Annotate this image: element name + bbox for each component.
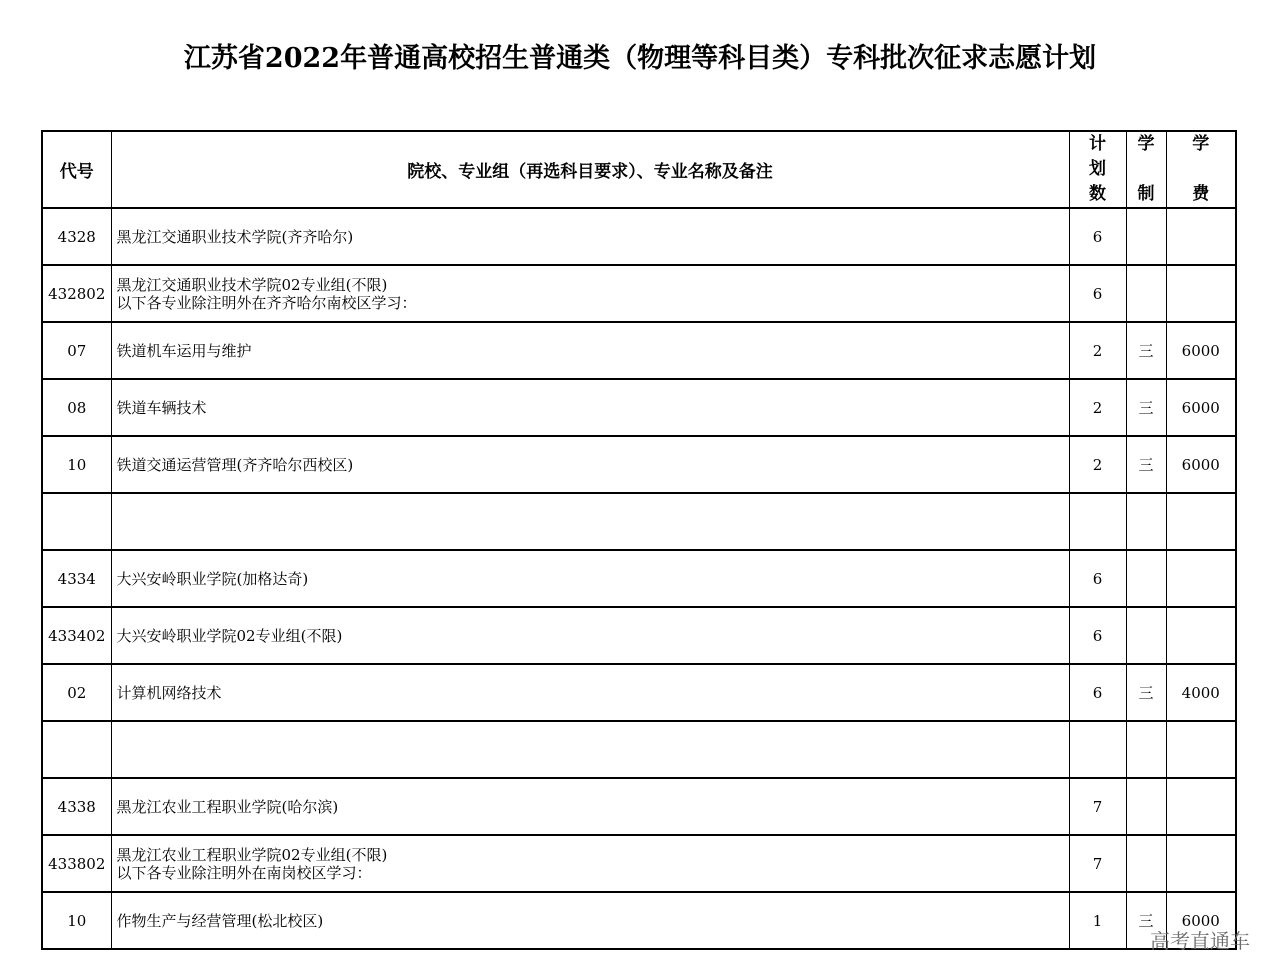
table-row — [42, 379, 1236, 436]
cell-years — [1126, 607, 1166, 664]
table-header-row — [42, 131, 1236, 208]
cell-fee — [1166, 721, 1236, 778]
cell-name — [111, 778, 1069, 835]
header-name: 院校、专业组（再选科目要求）、专业名称及备注 — [111, 131, 1069, 208]
cell-plan: 6 — [1069, 664, 1126, 721]
cell-fee — [1166, 835, 1236, 892]
cell-code: 10 — [42, 892, 111, 949]
cell-plan: 6 — [1069, 550, 1126, 607]
cell-name — [111, 550, 1069, 607]
cell-plan: 7 — [1069, 835, 1126, 892]
program-name: 大兴安岭职业学院02专业组(不限) — [116, 626, 343, 645]
program-name: 黑龙江交通职业技术学院02专业组(不限) — [116, 275, 388, 294]
cell-code: 08 — [42, 379, 111, 436]
cell-years: 三 — [1126, 436, 1166, 493]
table-row — [42, 436, 1236, 493]
cell-years — [1126, 265, 1166, 322]
program-name: 计算机网络技术 — [116, 683, 222, 702]
table-row — [42, 835, 1236, 892]
table-row — [42, 493, 1236, 550]
cell-plan: 6 — [1069, 607, 1126, 664]
watermark: 高考直通车 — [1150, 929, 1250, 953]
cell-plan: 2 — [1069, 322, 1126, 379]
cell-code: 433802 — [42, 835, 111, 892]
cell-code: 433402 — [42, 607, 111, 664]
cell-code — [42, 721, 111, 778]
cell-years — [1126, 835, 1166, 892]
program-note: 以下各专业除注明外在齐齐哈尔南校区学习： — [116, 293, 417, 312]
cell-code: 02 — [42, 664, 111, 721]
cell-plan: 6 — [1069, 208, 1126, 265]
cell-name — [111, 493, 1069, 550]
table-row — [42, 208, 1236, 265]
enrollment-plan-table — [41, 130, 1237, 950]
table-row — [42, 265, 1236, 322]
cell-years — [1126, 550, 1166, 607]
cell-code: 07 — [42, 322, 111, 379]
cell-fee — [1166, 607, 1236, 664]
header-code: 代号 — [42, 131, 111, 208]
table-body — [42, 208, 1236, 949]
cell-fee: 6000 — [1166, 379, 1236, 436]
cell-years — [1126, 721, 1166, 778]
table-row — [42, 550, 1236, 607]
cell-plan — [1069, 721, 1126, 778]
cell-plan: 2 — [1069, 436, 1126, 493]
cell-plan: 6 — [1069, 265, 1126, 322]
cell-code: 4328 — [42, 208, 111, 265]
cell-fee — [1166, 208, 1236, 265]
cell-years: 三 — [1126, 664, 1166, 721]
program-name: 大兴安岭职业学院(加格达奇) — [116, 569, 309, 588]
program-name: 黑龙江交通职业技术学院(齐齐哈尔) — [116, 227, 354, 246]
header-years-label: 学 制 — [1137, 134, 1155, 204]
cell-fee: 4000 — [1166, 664, 1236, 721]
cell-code: 10 — [42, 436, 111, 493]
program-name: 铁道交通运营管理(齐齐哈尔西校区) — [116, 455, 354, 474]
header-plan — [1069, 131, 1126, 208]
cell-fee: 6000 — [1166, 892, 1236, 949]
header-plan-label: 计划数 — [1089, 134, 1106, 204]
cell-years: 三 — [1126, 892, 1166, 949]
cell-name — [111, 721, 1069, 778]
cell-code — [42, 493, 111, 550]
cell-fee — [1166, 265, 1236, 322]
header-fee-label: 学 费 — [1192, 134, 1210, 204]
table-row — [42, 721, 1236, 778]
cell-plan: 7 — [1069, 778, 1126, 835]
header-fee — [1166, 131, 1236, 208]
cell-years — [1126, 208, 1166, 265]
cell-fee: 6000 — [1166, 436, 1236, 493]
cell-years: 三 — [1126, 322, 1166, 379]
table-row — [42, 607, 1236, 664]
cell-years: 三 — [1126, 379, 1166, 436]
cell-code: 4338 — [42, 778, 111, 835]
cell-years — [1126, 493, 1166, 550]
cell-name — [111, 208, 1069, 265]
cell-name — [111, 892, 1069, 949]
program-name: 黑龙江农业工程职业学院02专业组(不限) — [116, 845, 388, 864]
cell-name — [111, 379, 1069, 436]
cell-name — [111, 322, 1069, 379]
cell-plan: 1 — [1069, 892, 1126, 949]
cell-name — [111, 664, 1069, 721]
cell-fee — [1166, 778, 1236, 835]
table-row — [42, 892, 1236, 949]
cell-plan: 2 — [1069, 379, 1126, 436]
program-name: 铁道机车运用与维护 — [116, 341, 252, 360]
program-name: 作物生产与经营管理(松北校区) — [116, 911, 324, 930]
cell-name — [111, 265, 1069, 322]
cell-fee — [1166, 550, 1236, 607]
cell-years — [1126, 778, 1166, 835]
program-note: 以下各专业除注明外在南岗校区学习： — [116, 863, 372, 882]
table-row — [42, 322, 1236, 379]
program-name: 铁道车辆技术 — [116, 398, 207, 417]
cell-name — [111, 436, 1069, 493]
cell-plan — [1069, 493, 1126, 550]
cell-name — [111, 835, 1069, 892]
cell-name — [111, 607, 1069, 664]
table-row — [42, 778, 1236, 835]
header-years — [1126, 131, 1166, 208]
cell-fee — [1166, 493, 1236, 550]
page-title: 江苏省2022年普通高校招生普通类（物理等科目类）专科批次征求志愿计划 — [183, 43, 1097, 74]
program-name: 黑龙江农业工程职业学院(哈尔滨) — [116, 797, 339, 816]
cell-code: 432802 — [42, 265, 111, 322]
cell-code: 4334 — [42, 550, 111, 607]
table-row — [42, 664, 1236, 721]
cell-fee: 6000 — [1166, 322, 1236, 379]
